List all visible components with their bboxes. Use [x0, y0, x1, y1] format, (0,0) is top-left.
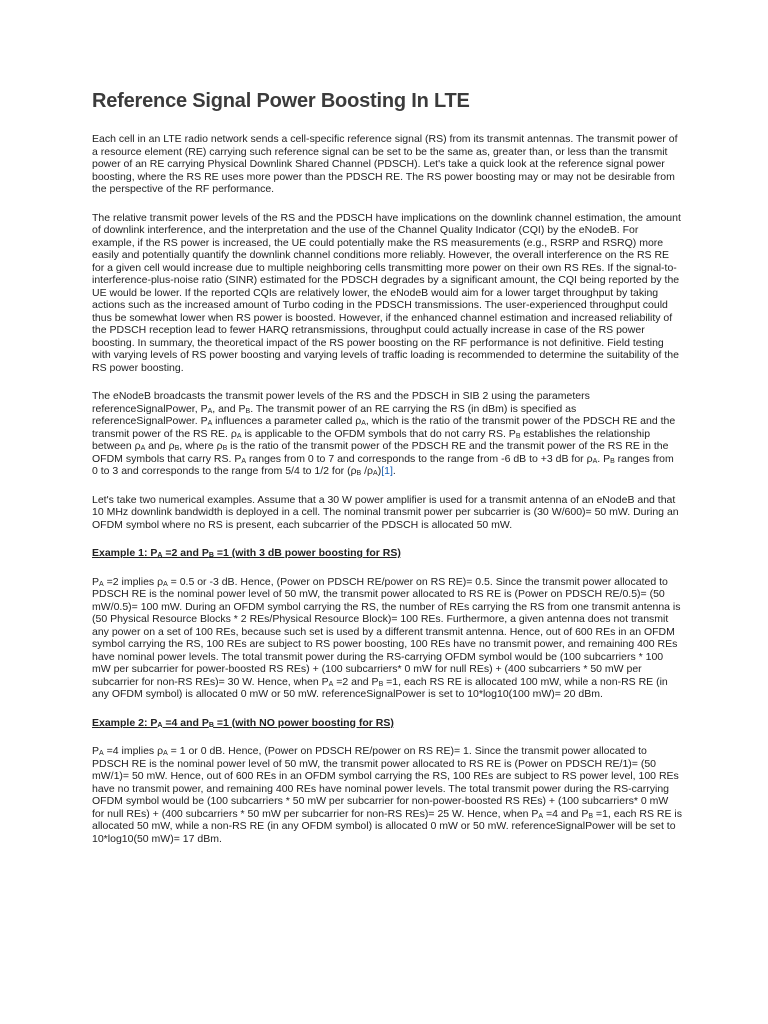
text-run: =4 implies ρ: [103, 745, 164, 757]
text-run: /ρ: [361, 465, 374, 477]
subscript: B: [378, 680, 384, 688]
text-run: P: [92, 745, 100, 757]
text-run: is applicable to the OFDM symbols that do not carry RS. P: [241, 427, 516, 440]
subscript: B: [208, 721, 214, 729]
subscript: B: [588, 812, 594, 820]
text-run: ranges from 0 to 3 and corresponds to the range from 5/4 to 1/2 for (ρ: [92, 452, 674, 477]
text-run: The eNodeB broadcasts the transmit power levels of the RS and the PDSCH in SIB 2 using the parameters referenceSignalPower, P: [92, 390, 590, 415]
subscript: A: [373, 470, 378, 477]
reference-link[interactable]: [1]: [381, 465, 393, 477]
subscript: A: [163, 750, 168, 757]
text-run: = 1 or 0 dB. Hence, (Power on PDSCH RE/power on RS RE)= 1. Since the transmit power allocated to PDSCH RE is the nominal power level of 50 mW, the transmit power allocated to RS RE is (Power on PDSCH RE/1)= (50 mW/1)= 50 mW. Hence, out of 600 REs in an OFDM symbol carrying the RS, 100 REs are subject to RS power level, 100 REs have no transmit power, and remaining 400 REs have nominal power levels. The total transmit power during the RS-carrying OFDM symbol would be (100 subcarriers * 50 mW per subcarrier for non-power-boosted RS REs) + (100 subcarriers* 0 mW for null REs) + (400 subcarriers * 50 mW per subcarrier for non-RS REs)= 25 W. Hence, when P: [92, 745, 679, 820]
text-run: .: [392, 465, 396, 477]
example-2-heading: [92, 717, 682, 730]
subscript: A: [163, 580, 168, 588]
subscript: A: [99, 580, 104, 588]
subscript: B: [356, 470, 362, 477]
text-run: =4 and P: [162, 716, 209, 729]
subscript: A: [538, 812, 544, 820]
subscript: A: [157, 552, 163, 559]
text-run: P: [92, 575, 100, 588]
paragraph-parameters: [92, 390, 682, 478]
subscript: B: [245, 407, 251, 415]
subscript: A: [236, 432, 242, 440]
subscript: A: [361, 420, 366, 427]
text-run: . The transmit power of an RE carrying the RS (in dBm) is specified as referenceSignalPower. P: [92, 402, 577, 427]
text-run: = 0.5 or -3 dB. Hence, (Power on PDSCH RE/power on RS RE)= 0.5. Since the transmit power allocated to PDSCH RE is the nominal power level of 50 mW, the transmit power allocated to RS RE is (Power on PDSCH RE/0.5)= (50 mW/0.5)= 100 mW. During an OFDM symbol carrying the RS, the number of REs carrying the RS from one transmit antenna is (50 Physical Resource Blocks * 2 REs/Physical Resource Block)= 100 REs. Furthermore, a given antenna does not transmit any power on a set of 100 REs, because such set is used by a different transmit antenna. Hence, out of 600 REs in an OFDM symbol carrying the RS, 100 REs are subject to RS power boosting, 100 REs have no transmit power, and remaining 400 REs have nominal power levels. The total transmit power during the RS-carrying OFDM symbol would be (100 subcarriers * 100 mW per subcarrier for power-boosted RS REs) + (100 subcarriers* 0 mW for null REs) + (400 subcarriers * 50 mW per subcarrier for non-RS REs)= 30 W. Hence, when P: [92, 575, 681, 688]
text-run: influences a parameter called ρ: [212, 415, 362, 427]
text-run: Example 1: P: [92, 547, 158, 559]
subscript: A: [241, 457, 247, 465]
text-run: =1, each RS RE is allocated 50 mW, while a non-RS RE (in any OFDM symbol) is allocated 0 mW or 50 mW. referenceSignalPower will be set to 10*log10(50 mW)= 17 dBm.: [92, 807, 683, 845]
paragraph-example-1: [92, 576, 682, 701]
paragraph-numerical-examples: Let's take two numerical examples. Assume that a 30 W power amplifier is used for a transmit antenna of an eNodeB and that 10 MHz downlink bandwidth is deployed in a cell. The nominal transmit power per subcarrier is (30 W/600)= 50 mW. During an OFDM symbol where no RS is present, each subcarrier of the PDSCH is allocated 50 mW.: [92, 493, 679, 531]
subscript: B: [222, 445, 228, 452]
text-run: =1, each RS RE is allocated 100 mW, while a non-RS RE (in any OFDM symbol) is allocated 0 mW or 50 mW. referenceSignalPower is set to 10*log10(100 mW)= 20 dBm.: [92, 675, 668, 700]
subscript: A: [99, 750, 104, 757]
subscript: B: [610, 457, 615, 465]
paragraph-example-2: [92, 745, 682, 845]
text-run: ): [377, 465, 382, 477]
text-run: =1 (with NO power boosting for RS): [213, 716, 394, 729]
text-run: , which is the ratio of the transmit power of the PDSCH RE and the transmit power of the RS RE. ρ: [92, 415, 676, 440]
text-run: =2 and P: [162, 547, 209, 559]
subscript: A: [207, 407, 213, 415]
subscript: B: [515, 432, 521, 440]
text-run: =2 and P: [333, 675, 379, 688]
text-run: Example 2: P: [92, 716, 158, 729]
text-run: and ρ: [145, 440, 175, 452]
page-title: Reference Signal Power Boosting In LTE: [92, 90, 470, 112]
text-run: =2 implies ρ: [103, 575, 164, 588]
text-run: . P: [597, 452, 611, 465]
subscript: A: [157, 721, 163, 729]
text-run: establishes the relationship between ρ: [92, 427, 651, 452]
subscript: A: [592, 457, 598, 465]
text-run: =4 and P: [543, 807, 589, 820]
subscript: B: [208, 552, 214, 559]
subscript: A: [140, 445, 146, 452]
text-run: =1 (with 3 dB power boosting for RS): [213, 547, 401, 559]
text-run: is the ratio of the transmit power of the PDSCH RE and the transmit power of the RS RE in the OFDM symbols that carry RS. P: [92, 440, 669, 465]
subscript: A: [328, 680, 334, 688]
paragraph-intro: Each cell in an LTE radio network sends a cell-specific reference signal (RS) from its transmit antennas. The transmit power of a resource element (RE) carrying such reference signal can be set to be the same as, greater than, or less than the transmit power of an RE carrying Physical Downlink Shared Channel (PDSCH). Let's take a quick look at the reference signal power boosting, where the RS RE uses more power than the PDSCH RE. The RS power boosting may or may not be desirable from the perspective of the RF performance.: [92, 133, 678, 195]
subscript: B: [174, 445, 180, 452]
example-1-heading: [92, 547, 682, 560]
text-run: ranges from 0 to 7 and corresponds to the range from -6 dB to +3 dB for ρ: [246, 452, 593, 465]
text-run: , where ρ: [179, 440, 223, 452]
paragraph-implications: The relative transmit power levels of the RS and the PDSCH have implications on the downlink channel estimation, the amount of downlink interference, and the interpretation and the use of the Channel Quality Indicator (CQI) by the eNodeB. For example, if the RS power is increased, the UE could potentially make the RS measurements (e.g., RSRP and RSRQ) more easily and potentially quantify the downlink channel conditions more reliably. However, the overall interference on the RS RE for a given cell would increase due to multiple neighboring cells transmitting more power on their own RS REs. If the signal-to-interference-plus-noise ratio (SINR) estimated for the PDSCH degrades by a significant amount, the CQI being reported by the UE would be lower. If the reported CQIs are relatively lower, the eNodeB would aim for a lower target throughput by taking actions such as the increased amount of Turbo coding in the PDSCH transmissions. The user-experienced throughput could thus be somewhat lower when RS power is boosted. However, if the enhanced channel estimation and increased reliability of the PDSCH reception lead to fewer HARQ retransmissions, throughput could actually increase in case of the RS power boosting. In summary, the theoretical impact of the RS power boosting on the RF performance is not definitive. Field testing with varying levels of RS power boosting and varying levels of traffic loading is recommended to determine the suitability of the RS power boosting.: [92, 211, 681, 374]
subscript: A: [207, 420, 213, 427]
text-run: , and P: [212, 402, 246, 415]
